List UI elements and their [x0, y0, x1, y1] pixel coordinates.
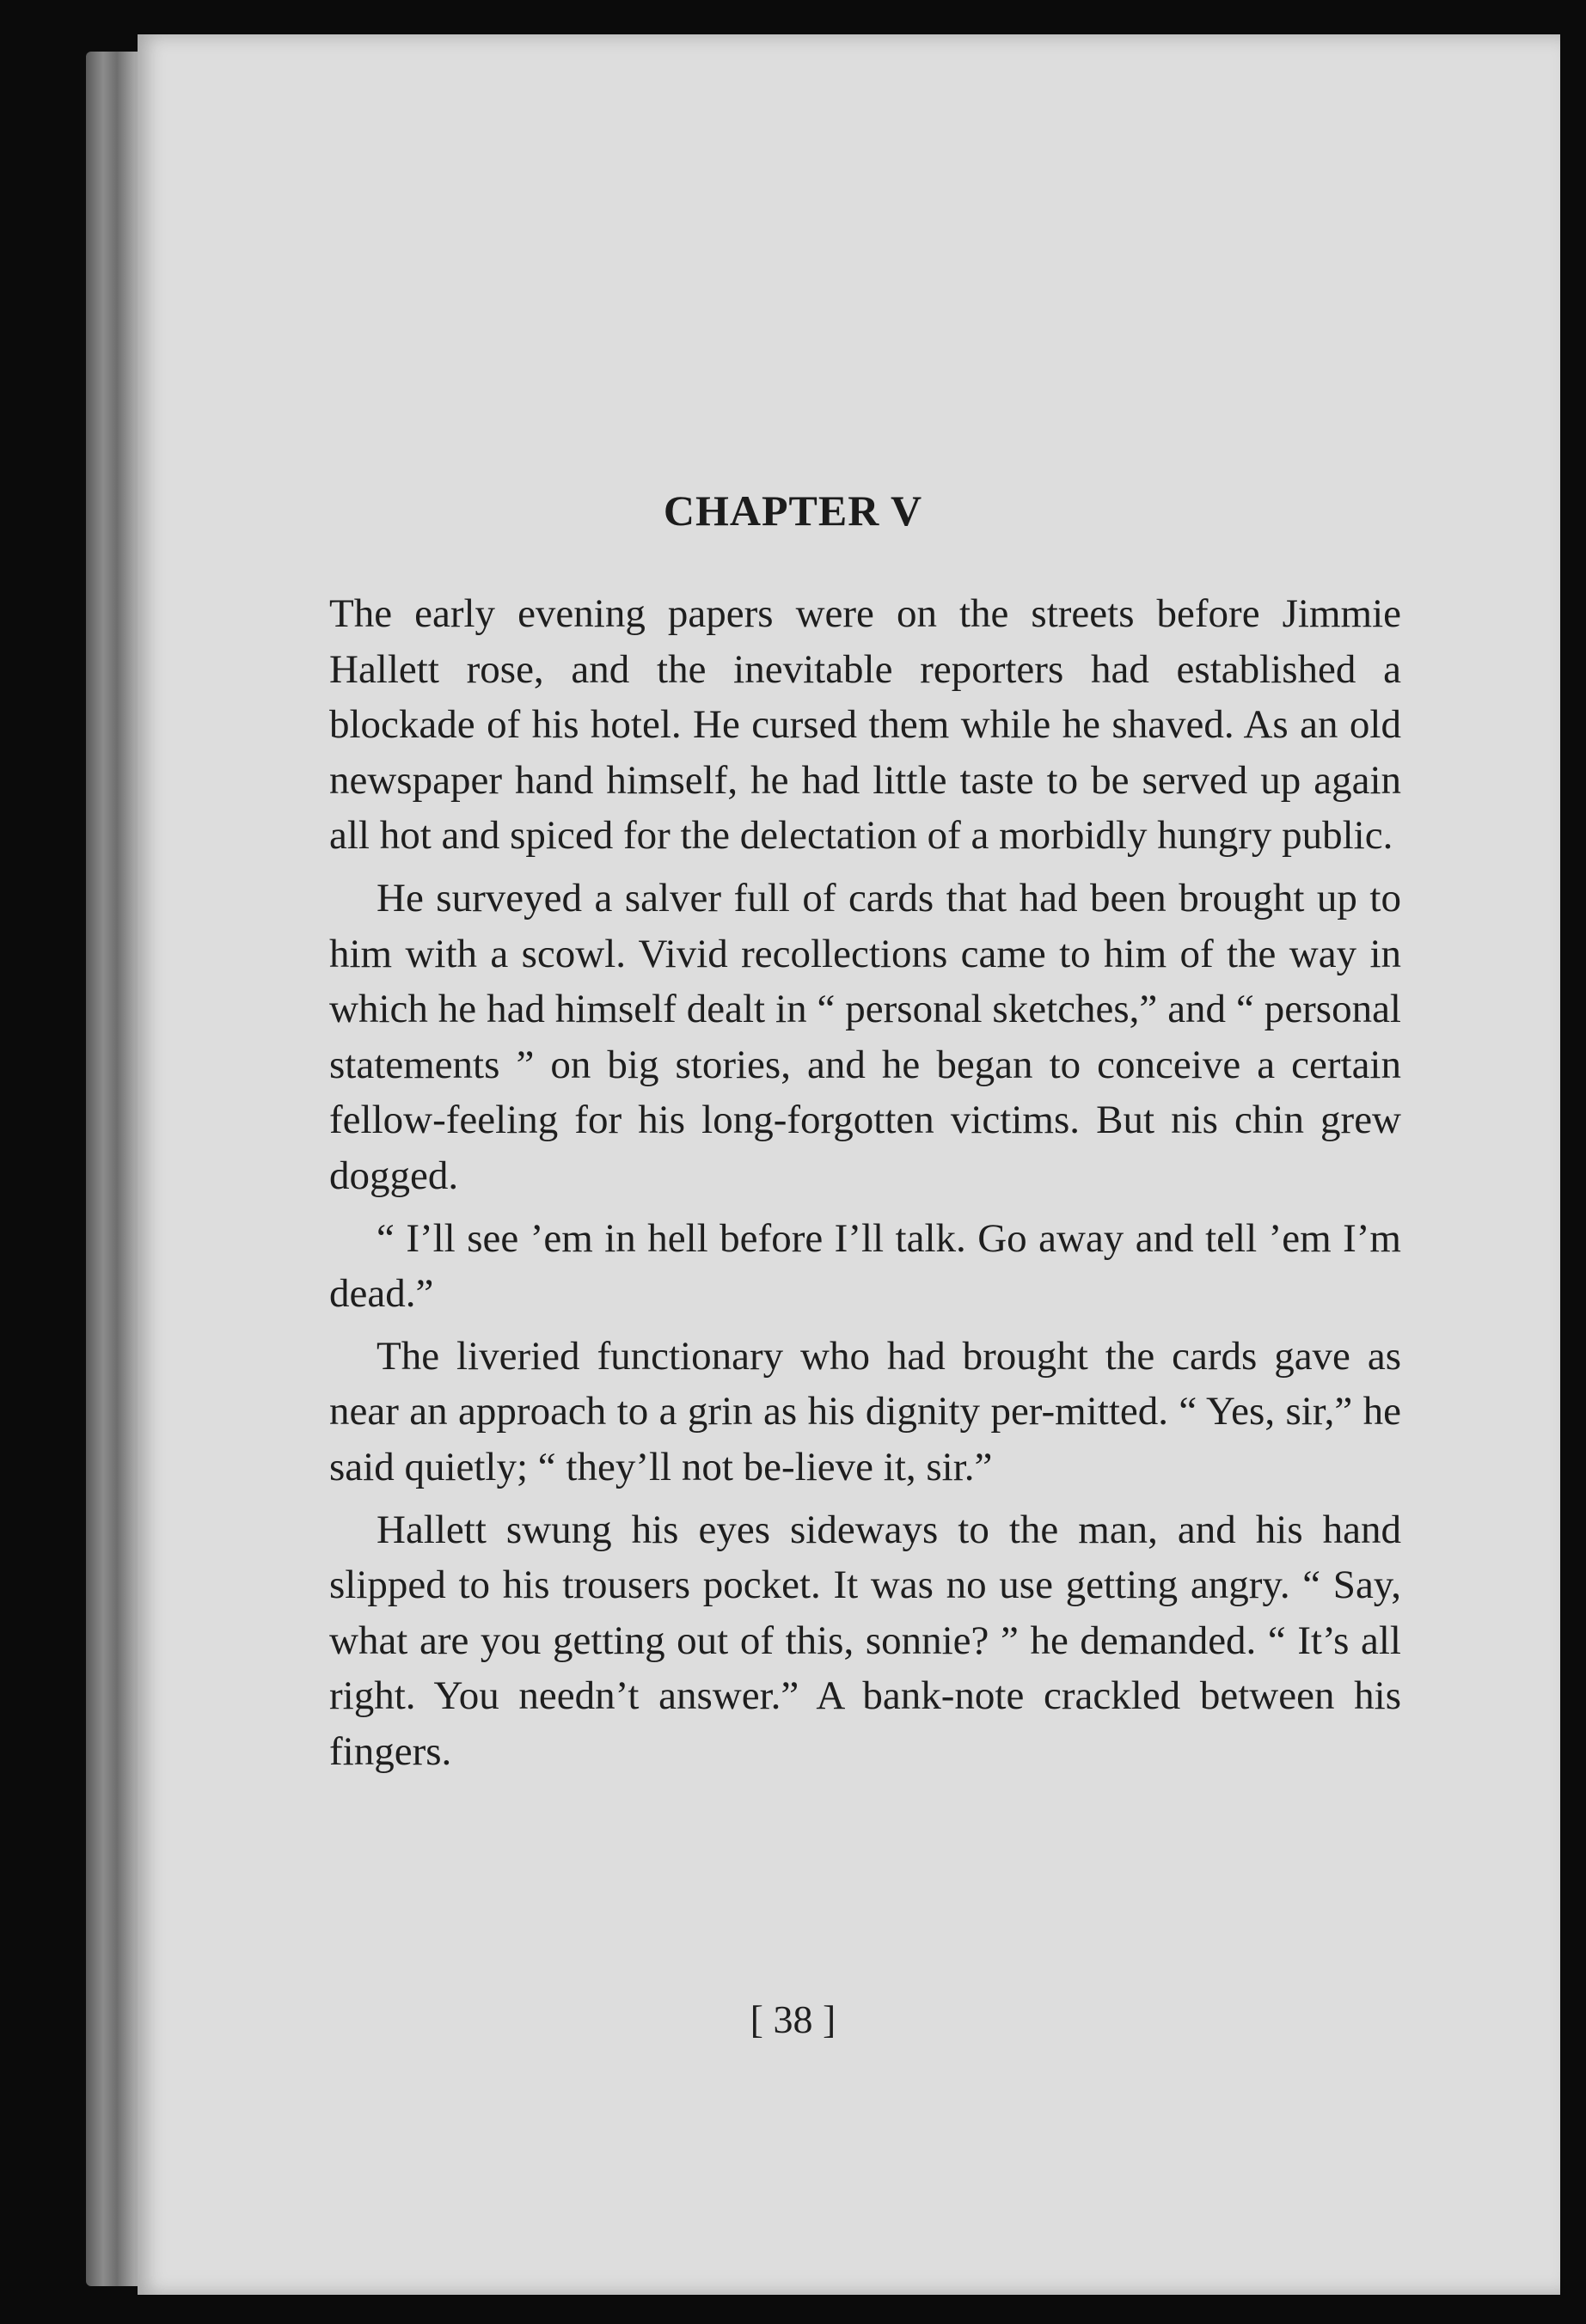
- chapter-title: CHAPTER V: [663, 486, 923, 535]
- page-number: [ 38 ]: [750, 1997, 836, 2041]
- paragraph-1: The early evening papers were on the streets before Jimmie Hallett rose, and the inevitable reporters had established a blockade of his hotel. He cursed them while he shaved. As an old newspaper hand himself, he had little taste to be served up again all hot and spiced for the delectation of a morbidly hungry public.: [329, 591, 1401, 859]
- paragraph-2: He surveyed a salver full of cards that had been brought up to him with a scowl. Vivid recollections came to him of the way in which he had himself dealt in “ personal sketches,” and “ personal statements ” on big stories, and he began to conceive a certain fellow-feeling for his long-forgotten victims. But nis chin grew dogged.: [329, 875, 1401, 1198]
- paragraph-3: “ I’ll see ’em in hell before I’ll talk. Go away and tell ’em I’m dead.”: [329, 1215, 1401, 1317]
- body-text: [329, 586, 1401, 1786]
- page-right-border: [1560, 34, 1586, 2303]
- paragraph-5: Hallett swung his eyes sideways to the man, and his hand slipped to his trousers pocket. It was no use getting angry. “ Say, what are you getting out of this, sonnie? ” he demanded. “ It’s all right. You needn’t answer.” A bank-note crackled between his fingers.: [329, 1507, 1401, 1774]
- paragraph-4: The liveried functionary who had brought the cards gave as near an approach to a grin as his dignity per-mitted. “ Yes, sir,” he said quietly; “ they’ll not be-lieve it, sir.”: [329, 1333, 1401, 1489]
